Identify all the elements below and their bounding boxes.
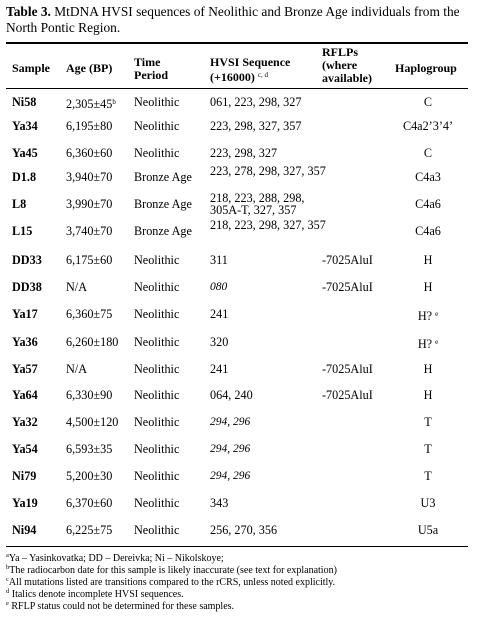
cell-sequence: 218, 223, 288, 298, 305A-T, 327, 357 [210, 191, 305, 217]
cell-haplogroup [380, 225, 476, 237]
cell-age-value: 6,175±60 [66, 253, 113, 267]
cell-age-value: 6,330±90 [66, 388, 113, 402]
cell-age [66, 470, 112, 482]
cell-age [66, 147, 112, 159]
cell-haplogroup-value: C4a6 [415, 224, 441, 238]
cell-sample: Ya34 [12, 119, 38, 133]
cell-age [66, 416, 118, 428]
cell-haplogroup-value: H [423, 388, 433, 402]
cell-rflp: -7025AluI [322, 253, 373, 267]
cell-period: Neolithic [134, 469, 180, 483]
cell-age-value: 6,370±60 [66, 496, 113, 510]
cell-age-value: 6,360±60 [66, 146, 113, 160]
cell-period: Neolithic [134, 280, 180, 294]
cell-sequence: 241 [210, 362, 229, 376]
cell-sequence: 311 [210, 253, 228, 267]
cell-haplogroup [380, 198, 476, 210]
cell-age-value: 6,360±75 [66, 307, 113, 321]
cell-sample: Ni58 [12, 95, 37, 109]
cell-age-footnote-mark: b [112, 98, 116, 106]
cell-age [66, 281, 87, 293]
cell-age-value: 3,990±70 [66, 197, 113, 211]
cell-sample: Ya36 [12, 335, 38, 349]
cell-sample: Ya64 [12, 388, 38, 402]
header-period [134, 56, 168, 82]
cell-haplogroup-value: C [423, 146, 433, 160]
cell-period: Neolithic [134, 362, 180, 376]
footnote-text: The radiocarbon date for this sample is likely inaccurate (see text for explanation) [9, 565, 337, 576]
cell-sample: Ya45 [12, 146, 38, 160]
header-rflp [322, 46, 372, 85]
cell-age-value: 6,593±35 [66, 442, 113, 456]
cell-period: Bronze Age [134, 170, 192, 184]
cell-period: Neolithic [134, 95, 180, 109]
cell-haplogroup-footnote-mark: e [435, 338, 439, 346]
cell-age [66, 96, 116, 110]
footnote-mark: c [6, 576, 9, 583]
cell-haplogroup [380, 524, 476, 536]
header-sequence [210, 56, 290, 84]
cell-rflp: -7025AluI [322, 388, 373, 402]
header-period-line2: Period [134, 68, 168, 82]
cell-age [66, 336, 118, 348]
footnote-mark: e [6, 600, 9, 607]
cell-sequence: 223, 298, 327, 357 [210, 119, 302, 133]
cell-haplogroup [380, 363, 476, 375]
cell-sequence: 294, 296 [210, 416, 251, 428]
cell-age-value: 5,200±30 [66, 469, 113, 483]
table-caption [6, 4, 472, 36]
cell-period: Neolithic [134, 146, 180, 160]
cell-sequence: 294, 296 [210, 470, 251, 482]
cell-age-value: 6,195±80 [66, 119, 113, 133]
cell-age-value: 2,305±45 [66, 97, 113, 111]
cell-haplogroup [380, 308, 476, 322]
cell-period: Neolithic [134, 119, 180, 133]
footnote-mark: d [6, 588, 10, 595]
header-sequence-sup: c, d [257, 71, 268, 79]
cell-haplogroup-value: H [423, 362, 433, 376]
cell-sample: Ni79 [12, 469, 37, 483]
cell-haplogroup [380, 147, 476, 159]
cell-period: Neolithic [134, 442, 180, 456]
header-sequence-line1: HVSI Sequence [210, 55, 291, 69]
cell-haplogroup-value: T [424, 415, 432, 429]
header-period-line1: Time [134, 55, 161, 69]
cell-haplogroup [380, 416, 476, 428]
cell-sample: D1.8 [12, 170, 37, 184]
cell-haplogroup-value: C4a2’3’4’ [402, 119, 454, 133]
cell-haplogroup-footnote-mark: e [435, 310, 439, 318]
cell-sample: Ya57 [12, 362, 38, 376]
cell-haplogroup [380, 389, 476, 401]
cell-period: Neolithic [134, 253, 180, 267]
cell-period: Neolithic [134, 415, 180, 429]
table-caption-text: MtDNA HVSI sequences of Neolithic and Bronze Age individuals from the North Pontic Region. [6, 4, 460, 35]
cell-age-value: N/A [66, 280, 87, 294]
cell-age-value: 6,225±75 [66, 523, 113, 537]
cell-age [66, 254, 112, 266]
cell-sample: L15 [12, 224, 33, 238]
footnote-text: All mutations listed are transitions compared to the rCRS, unless noted explicitly. [8, 577, 336, 588]
cell-haplogroup-value: T [424, 442, 432, 456]
cell-haplogroup-value: C4a3 [415, 170, 441, 184]
cell-sequence: 080 [210, 281, 228, 293]
header-age: Age (BP) [66, 61, 113, 75]
cell-age [66, 363, 87, 375]
cell-age [66, 524, 112, 536]
footnote-mark: a [6, 552, 9, 559]
footnote [6, 598, 472, 613]
cell-haplogroup-value: U3 [420, 496, 436, 510]
cell-haplogroup [380, 443, 476, 455]
footnote-mark: b [6, 564, 10, 571]
cell-sequence: 343 [210, 496, 229, 510]
cell-sample: Ya32 [12, 415, 38, 429]
table-bottom-rule [6, 546, 468, 547]
cell-sequence: 223, 298, 327 [210, 146, 278, 160]
cell-age [66, 308, 112, 320]
cell-sequence: 061, 223, 298, 327 [210, 95, 302, 109]
table-caption-label: Table 3. [6, 4, 51, 19]
cell-age-value: 4,500±120 [66, 415, 119, 429]
cell-age [66, 120, 112, 132]
cell-sequence: 294, 296 [210, 443, 251, 455]
cell-sample: Ni94 [12, 523, 37, 537]
table-header-rule [6, 88, 468, 89]
cell-haplogroup [380, 171, 476, 183]
cell-age [66, 443, 112, 455]
cell-haplogroup [380, 470, 476, 482]
cell-sample: DD38 [12, 280, 42, 294]
cell-haplogroup-value: H [423, 280, 433, 294]
cell-period: Neolithic [134, 335, 180, 349]
cell-age [66, 497, 112, 509]
cell-haplogroup-value: H [423, 253, 433, 267]
cell-sequence: 256, 270, 356 [210, 523, 278, 537]
cell-haplogroup [380, 497, 476, 509]
footnote-text: RFLP status could not be determined for these samples. [8, 601, 235, 612]
header-sample: Sample [12, 61, 51, 75]
table-top-rule [6, 42, 468, 44]
cell-age-value: 3,740±70 [66, 224, 113, 238]
cell-rflp: -7025AluI [322, 362, 373, 376]
cell-sequence: 241 [210, 307, 229, 321]
header-rflp-line2: (where [322, 58, 358, 72]
cell-haplogroup-value: H? [417, 337, 433, 351]
cell-sequence: 218, 223, 298, 327, 357 [210, 218, 326, 232]
header-sequence-line2: (+16000) [210, 70, 255, 84]
cell-haplogroup-value: U5a [417, 523, 439, 537]
cell-period: Neolithic [134, 388, 180, 402]
footnote-text: Ya – Yasinkovatka; DD – Dereivka; Ni – Nikolskoye; [8, 553, 224, 564]
cell-age [66, 198, 112, 210]
header-haplogroup: Haplogroup [395, 61, 457, 75]
cell-rflp: -7025AluI [322, 280, 373, 294]
cell-period: Neolithic [134, 523, 180, 537]
cell-sequence: 320 [210, 335, 229, 349]
cell-sample: DD33 [12, 253, 42, 267]
cell-haplogroup-value: C [423, 95, 433, 109]
cell-sample: Ya19 [12, 496, 38, 510]
cell-age [66, 389, 112, 401]
cell-age-value: 3,940±70 [66, 170, 113, 184]
cell-sequence: 064, 240 [210, 388, 253, 402]
cell-period: Neolithic [134, 496, 180, 510]
cell-haplogroup-value: H? [417, 309, 433, 323]
cell-age [66, 171, 112, 183]
cell-age-value: 6,260±180 [66, 335, 119, 349]
cell-haplogroup-value: C4a6 [415, 197, 441, 211]
cell-period: Neolithic [134, 307, 180, 321]
cell-age-value: N/A [66, 362, 87, 376]
cell-haplogroup [380, 120, 476, 132]
cell-sample: Ya54 [12, 442, 38, 456]
cell-period: Bronze Age [134, 197, 192, 211]
cell-haplogroup-value: T [424, 469, 432, 483]
header-rflp-line1: RFLPs [322, 45, 358, 59]
footnote-text: Italics denote incomplete HVSI sequences. [9, 589, 184, 600]
cell-sequence: 223, 278, 298, 327, 357 [210, 164, 326, 178]
cell-period: Bronze Age [134, 224, 192, 238]
cell-sample: L8 [12, 197, 27, 211]
cell-age [66, 225, 112, 237]
cell-haplogroup [380, 336, 476, 350]
cell-sample: Ya17 [12, 307, 38, 321]
header-rflp-line3: available) [322, 71, 372, 85]
cell-haplogroup [380, 96, 476, 108]
cell-haplogroup [380, 254, 476, 266]
cell-haplogroup [380, 281, 476, 293]
